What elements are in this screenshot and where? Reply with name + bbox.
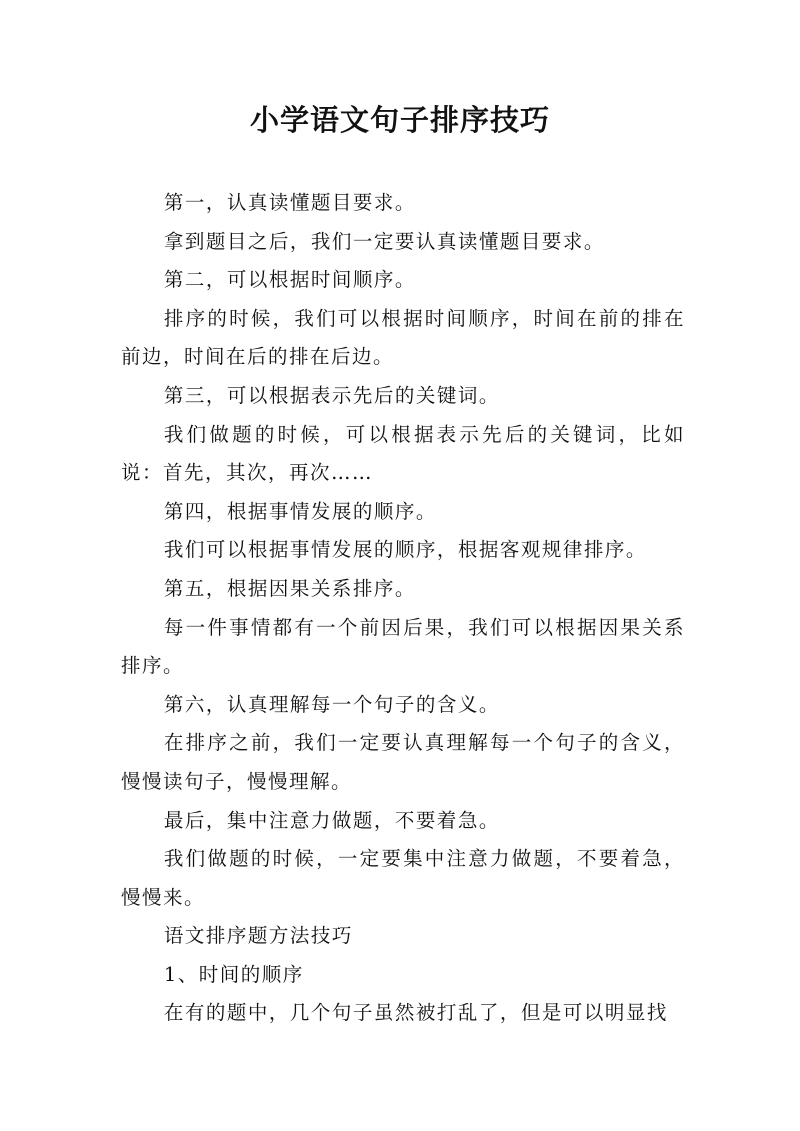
document-title: 小学语文句子排序技巧: [249, 103, 550, 137]
paragraph-4: 排序的时候，我们可以根据时间顺序，时间在前的排在前边，时间在后的排在后边。: [121, 306, 685, 369]
paragraph-11: 第六，认真理解每一个句子的含义。: [163, 692, 500, 716]
section-heading: 语文排序题方法技巧: [163, 924, 353, 948]
subsection-heading: 1、时间的顺序: [163, 962, 304, 986]
paragraph-7: 第四，根据事情发展的顺序。: [163, 499, 437, 523]
paragraph-1: 第一，认真读懂题目要求。: [163, 191, 416, 214]
document-body: [121, 184, 685, 1033]
paragraph-9: 第五，根据因果关系排序。: [163, 576, 416, 600]
paragraph-17: 在有的题中，几个句子虽然被打乱了，但是可以明显找: [163, 1001, 668, 1025]
paragraph-12: 在排序之前，我们一定要认真理解每一个句子的含义，慢慢读句子，慢慢理解。: [121, 731, 685, 793]
paragraph-8: 我们可以根据事情发展的顺序，根据客观规律排序。: [163, 538, 647, 562]
paragraph-3: 第二，可以根据时间顺序。: [163, 268, 416, 292]
paragraph-13: 最后，集中注意力做题，不要着急。: [163, 808, 500, 832]
paragraph-10: 每一件事情都有一个前因后果，我们可以根据因果关系排序。: [121, 615, 685, 678]
paragraph-2: 拿到题目之后，我们一定要认真读懂题目要求。: [163, 229, 605, 253]
paragraph-6: 我们做题的时候，可以根据表示先后的关键词，比如说：首先，其次，再次……: [121, 422, 685, 485]
paragraph-5: 第三，可以根据表示先后的关键词。: [163, 383, 500, 407]
paragraph-14: 我们做题的时候，一定要集中注意力做题，不要着急，慢慢来。: [121, 847, 685, 909]
